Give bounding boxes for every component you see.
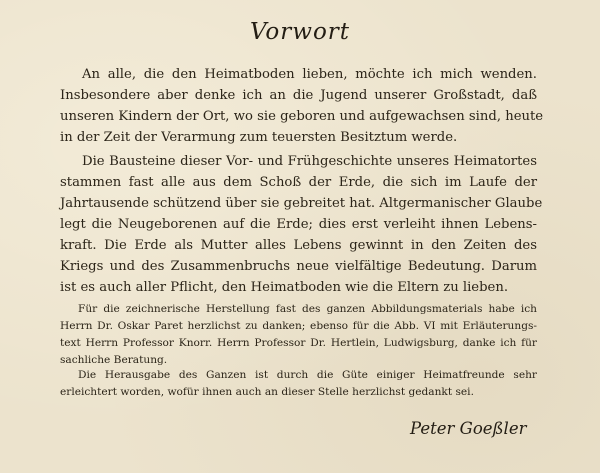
paragraph4-line-2: erleichtert worden, wofür ihnen auch an dieser Stelle herzlichst gedankt sei.: [60, 386, 474, 398]
paragraph2-line-2: stammen fast alle aus dem Schoß der Erde, die sich im Laufe der: [60, 175, 537, 190]
page-title: Vorwort: [249, 19, 351, 45]
paragraph3-line-1: Für die zeichnerische Herstellung fast des ganzen Abbildungsmaterials habe ich: [78, 303, 537, 315]
paragraph2-line-7: ist es auch aller Pflicht, den Heimatboden wie die Eltern zu lieben.: [60, 280, 509, 295]
author-signature: Peter Goeßler: [410, 419, 527, 438]
paragraph1-line-3: unseren Kindern der Ort, wo sie geboren und aufgewachsen sind, heute: [60, 109, 544, 124]
paragraph2-line-1: Die Bausteine dieser Vor- und Frühgeschichte unseres Heimatortes: [82, 154, 537, 169]
paragraph2-line-5: kraft. Die Erde als Mutter alles Lebens gewinnt in den Zeiten des: [60, 238, 537, 253]
paragraph4-line-1: Die Herausgabe des Ganzen ist durch die Güte einiger Heimatfreunde sehr: [78, 369, 537, 381]
paragraph1-line-1: An alle, die den Heimatboden lieben, möchte ich mich wenden.: [82, 67, 537, 82]
paragraph3-line-4: sachliche Beratung.: [60, 354, 168, 366]
paragraph2-line-6: Kriegs und des Zusammenbruchs neue vielfältige Bedeutung. Darum: [60, 259, 537, 274]
paragraph3-line-2: Herrn Dr. Oskar Paret herzlichst zu danken; ebenso für die Abb. VI mit Erläuterungs-: [60, 320, 537, 332]
paragraph3-line-3: text Herrn Professor Knorr. Herrn Professor Dr. Hertlein, Ludwigsburg, danke ich für: [60, 337, 537, 349]
paragraph2-line-4: legt die Neugeborenen auf die Erde; dies erst verleiht ihnen Lebens-: [60, 217, 537, 232]
paragraph1-line-2: Insbesondere aber denke ich an die Jugend unserer Großstadt, daß: [60, 88, 537, 103]
paragraph1-line-4: in der Zeit der Verarmung zum teuersten Besitztum werde.: [60, 130, 458, 145]
paragraph2-line-3: Jahrtausende schützend über sie gebreitet hat. Altgermanischer Glaube: [60, 196, 543, 211]
